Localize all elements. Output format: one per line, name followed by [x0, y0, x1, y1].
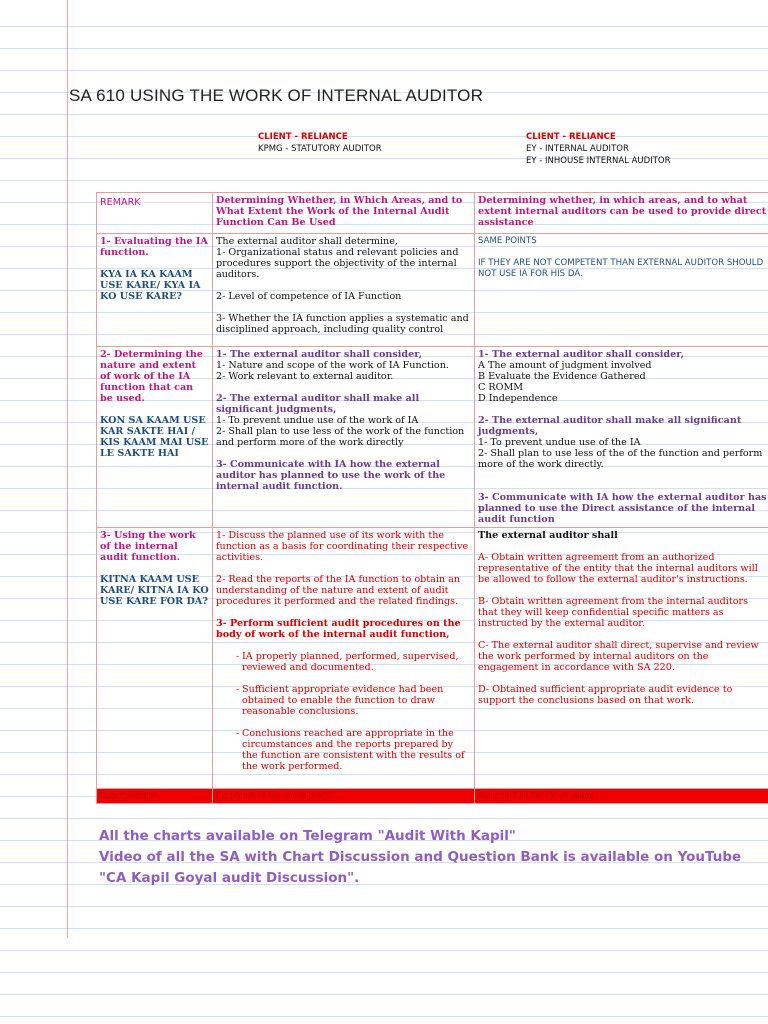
- client-right-line: EY - INTERNAL AUDITOR: [526, 144, 629, 154]
- table-row-evaluating: [97, 234, 768, 347]
- row2-col3-heading3: 3- Communicate with IA how the external auditor has planned to use the Direct assistance of the internal audit function: [478, 492, 767, 525]
- header-ia-function: Determining Whether, in Which Areas, and to What Extent the Work of the Internal Audit Function Can Be Used: [213, 193, 475, 234]
- row1-col2-point3: 3- Whether the IA function applies a systematic and disciplined approach, including quality control: [216, 313, 469, 335]
- row1-col2-point1: 1- Organizational status and relevant policies and procedures support the objectivity of the internal auditors.: [216, 247, 459, 280]
- promo-text: [99, 826, 749, 889]
- bullet-text: Conclusions reached are appropriate in the circumstances and the reports prepared by the function are consistent with the results of the work performed.: [242, 728, 465, 772]
- row3-col2-bullet: - Conclusions reached are appropriate in the circumstances and the reports prepared by the function are consistent with the results of the work performed.: [236, 728, 471, 772]
- row2-col3-heading1: 1- The external auditor shall consider,: [478, 349, 684, 360]
- client-right-line: EY - INHOUSE INTERNAL AUDITOR: [526, 156, 671, 166]
- row2-col3-line6: 2- Shall plan to use less of the of the function and perform more of the work directly.: [478, 448, 763, 470]
- promo-telegram: All the charts available on Telegram "Audit With Kapil": [99, 828, 516, 844]
- row3-remark: [97, 528, 213, 789]
- row2-col3-line2: B Evaluate the Evidence Gathered: [478, 371, 646, 382]
- row1-remark-title: 1- Evaluating the IA function.: [100, 236, 208, 258]
- row2-col3-line3: C ROMM: [478, 382, 524, 393]
- client-left-line: KPMG - STATUTORY AUDITOR: [258, 144, 382, 154]
- page-title: SA 610 USING THE WORK OF INTERNAL AUDITOR: [69, 86, 484, 105]
- row2-col3-heading2: 2- The external auditor shall make all significant judgments,: [478, 415, 742, 437]
- row2-col2-line2: 2- Work relevant to external auditor.: [216, 371, 394, 382]
- row3-remark-hindi: KITNA KAAM USE KARE/ KITNA IA KO USE KARE FOR DA?: [100, 574, 209, 607]
- table-row-nature-extent: [97, 347, 768, 528]
- row3-col2: [213, 528, 475, 789]
- row2-col3-line5: 1- To prevent undue use of the IA: [478, 437, 641, 448]
- row1-remark-hindi: KYA IA KA KAAM USE KARE/ KYA IA KO USE KARE?: [100, 269, 201, 302]
- client-right-info: [526, 131, 671, 167]
- row3-col2-bullet: - Sufficient appropriate evidence had been obtained to enable the function to draw reasonable conclusions.: [236, 684, 471, 717]
- row3-col3-point-a: A- Obtain written agreement from an authorized representative of the entity that the internal auditors will be allowed to follow the external auditor's instructions.: [478, 552, 758, 585]
- row3-remark-title: 3- Using the work of the internal audit function.: [100, 530, 196, 563]
- footer-documentation: Documentation: [97, 789, 213, 804]
- row2-col2: [213, 347, 475, 528]
- row3-col2-bullet: - IA properly planned, performed, supervised, reviewed and documented.: [236, 651, 471, 673]
- client-left-info: [258, 131, 382, 155]
- table-row-using-work: [97, 528, 768, 789]
- sa610-table: [96, 192, 768, 804]
- row1-col3-same-points: SAME POINTS: [478, 236, 537, 246]
- row1-col2: [213, 234, 475, 347]
- notebook-margin-line: [67, 0, 68, 938]
- row3-col2-point2: 2- Read the reports of the IA function to obtain an understanding of the nature and extent of audit procedures it performed and the related findings.: [216, 574, 461, 607]
- row2-col3: [475, 347, 768, 528]
- row3-col3-point-d: D- Obtained sufficient appropriate audit evidence to support the conclusions based on that work.: [478, 684, 733, 706]
- table-header-row: [97, 193, 768, 234]
- client-left-label: CLIENT - RELIANCE: [258, 132, 348, 142]
- promo-youtube: Video of all the SA with Chart Discussion and Question Bank is available on YouTube "CA Kapil Goyal audit Discussion".: [99, 849, 742, 886]
- row3-col3: [475, 528, 768, 789]
- header-direct-assistance: Determining whether, in which areas, and to what extent internal auditors can be used to provide direct assistance: [475, 193, 768, 234]
- row3-col3-point-c: C- The external auditor shall direct, supervise and review the work performed by internal auditors on the engagement in accordance with SA 220.: [478, 640, 759, 673]
- row3-col2-point1: 1- Discuss the planned use of its work with the function as a basis for coordinating their respective activities.: [216, 530, 469, 563]
- row1-remark: [97, 234, 213, 347]
- row2-col2-line1: 1- Nature and scope of the work of IA Function.: [216, 360, 449, 371]
- row2-col3-line4: D Independence: [478, 393, 558, 404]
- row2-col2-line3: 1- To prevent undue use of the work of IA: [216, 415, 419, 426]
- footer-doc-col2: Document all the above points: [213, 789, 475, 804]
- row2-col2-heading2: 2- The external auditor shall make all significant judgments,: [216, 393, 420, 415]
- row1-col3-note: IF THEY ARE NOT COMPETENT THAN EXTERNAL AUDITOR SHOULD NOT USE IA FOR HIS DA.: [478, 258, 764, 279]
- header-remark: REMARK: [97, 193, 213, 234]
- bullet-text: Sufficient appropriate evidence had been obtained to enable the function to draw reasonable conclusions.: [242, 684, 444, 717]
- row2-col2-heading1: 1- The external auditor shall consider,: [216, 349, 422, 360]
- table-footer-row: [97, 789, 768, 804]
- row2-col2-heading3: 3- Communicate with IA how the external auditor has planned to use the work of the internal audit function.: [216, 459, 446, 492]
- client-right-label: CLIENT - RELIANCE: [526, 132, 616, 142]
- row2-remark: [97, 347, 213, 528]
- bullet-text: IA properly planned, performed, supervised, reviewed and documented.: [242, 651, 459, 673]
- row2-remark-hindi: KON SA KAAM USE KAR SAKTE HAI / KIS KAAM MAI USE LE SAKTE HAI: [100, 415, 209, 459]
- row1-col2-point2: 2- Level of competence of IA Function: [216, 291, 402, 302]
- row1-col2-intro: The external auditor shall determine,: [216, 236, 398, 247]
- footer-doc-col3: Document all the above points: [475, 789, 768, 804]
- row2-col2-line4: 2- Shall plan to use less of the work of the function and perform more of the work directly: [216, 426, 465, 448]
- row3-col3-point-b: B- Obtain written agreement from the internal auditors that they will keep confidential specific matters as instructed by the external auditor.: [478, 596, 748, 629]
- row1-col3: [475, 234, 768, 347]
- row3-col3-heading: The external auditor shall: [478, 530, 618, 541]
- row2-col3-line1: A The amount of judgment involved: [478, 360, 652, 371]
- row2-remark-title: 2- Determining the nature and extent of work of the IA function that can be used.: [100, 349, 203, 404]
- row3-col2-point3: 3- Perform sufficient audit procedures on the body of work of the internal audit function,: [216, 618, 461, 640]
